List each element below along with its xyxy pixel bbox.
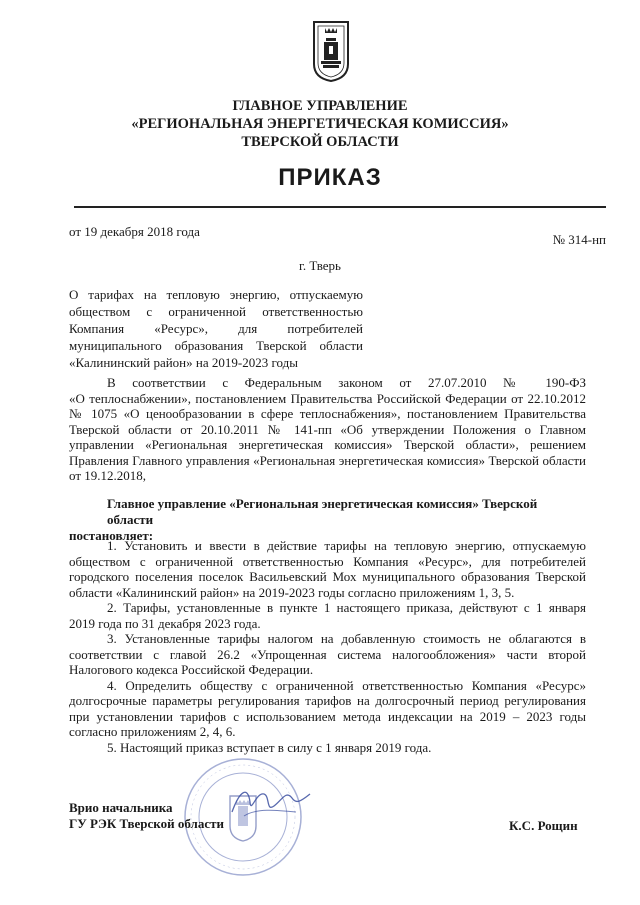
subject-line: Компания «Ресурс», для потребителей [69,321,363,336]
item-line: обществом с ограниченной ответственностью Компания «Ресурс», для потребителей [69,553,586,569]
preamble-line: управлении «Региональная энергетическая комиссия» Тверской области», решением [69,437,586,452]
preamble-line: Правления Главного управления «Региональная энергетическая комиссия» Тверской области [69,452,586,468]
preamble-line: Тверской области от 20.10.2011 № 141-пп «Об утверждении Положения о Главном [69,421,586,437]
coat-of-arms-emblem [312,20,350,82]
decree-line: постановляет: [69,528,154,543]
signatory-title-line: Врио начальника [69,800,173,815]
item-line: 2019 года по 31 декабря 2023 года. [69,615,261,631]
item-line: 3. Установленные тарифы налогом на добавленную стоимость не облагаются в [107,631,586,646]
subject-line: муниципального образования Тверской области [69,338,363,353]
preamble-line: от 19.12.2018, [69,468,147,483]
org-name-line2: «РЕГИОНАЛЬНАЯ ЭНЕРГЕТИЧЕСКАЯ КОМИССИЯ» [131,116,509,132]
decree-line: Главное управление «Региональная энергетическая комиссия» Тверской области [107,496,538,527]
subject-line: «Калининский район» на 2019-2023 годы [69,355,298,370]
order-date: от 19 декабря 2018 года [69,224,200,239]
order-subject [69,286,363,371]
order-item-1 [69,538,586,600]
item-line: 1. Установить и ввести в действие тарифы на тепловую энергию, отпускаемую [107,538,586,553]
preamble-line: «О теплоснабжении», постановлением Правительства Российской Федерации от 22.10.2012 [69,390,586,406]
item-line: соответствии с главой 26.2 «Упрощенная система налогообложения» части второй [69,646,586,662]
subject-line: О тарифах на тепловую энергию, отпускаемую [69,287,363,302]
item-line: при установлении тарифов с использованием метода индексации на 2019 – 2023 годы [69,708,586,724]
order-item-2 [69,600,586,631]
subject-line: обществом с ограниченной ответственностью [69,304,363,319]
decree-statement [69,496,586,544]
org-name-line1: ГЛАВНОЕ УПРАВЛЕНИЕ [232,98,408,114]
order-number: № 314-нп [552,232,606,247]
handwritten-signature [226,772,316,832]
item-line: Налогового кодекса Российской Федерации. [69,662,314,677]
item-line: 2. Тарифы, установленные в пункте 1 настоящего приказа, действуют с 1 января [107,600,586,615]
document-type-title: ПРИКАЗ [278,164,382,191]
signatory-name: К.С. Рощин [509,818,578,833]
order-item-4 [69,678,586,740]
item-line: 5. Настоящий приказ вступает в силу с 1 января 2019 года. [107,739,432,755]
preamble-line: В соответствии с Федеральным законом от 27.07.2010 № 190-ФЗ [107,375,586,390]
order-city: г. Тверь [299,258,341,273]
order-item-5 [69,740,586,756]
item-line: городского поселения поселок Васильевский Мох муниципального образования Тверской [69,569,586,584]
signatory-title-line: ГУ РЭК Тверской области [69,816,224,831]
header-divider [74,206,606,208]
item-line: долгосрочные параметры регулирования тарифов на долгосрочный период регулирования [69,693,586,708]
order-items [69,538,586,755]
item-line: области «Калининский район» на 2019-2023 годы согласно приложениям 1, 3, 5. [69,584,515,600]
order-item-3 [69,631,586,678]
org-name-line3: ТВЕРСКОЙ ОБЛАСТИ [241,134,399,150]
item-line: согласно приложениям 2, 4, 6. [69,724,236,739]
signatory-title [69,800,224,832]
preamble-paragraph [69,375,586,484]
item-line: 4. Определить обществу с ограниченной ответственностью Компания «Ресурс» [107,677,586,693]
preamble-line: № 1075 «О ценообразовании в сфере теплоснабжения», постановлением Правительства [69,406,586,421]
